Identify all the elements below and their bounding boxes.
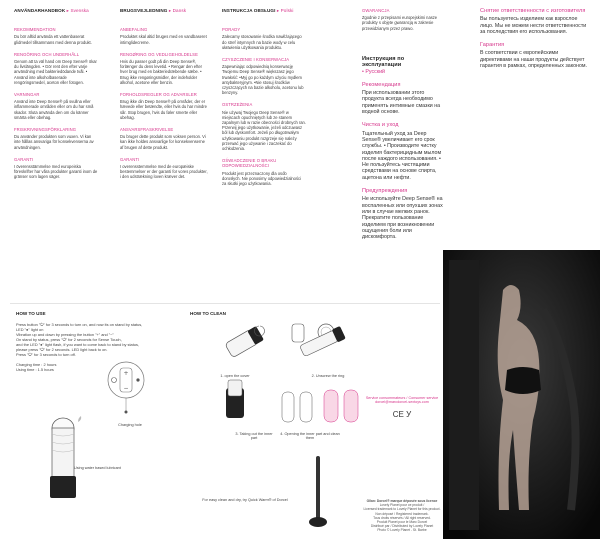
figure-garment: [505, 367, 541, 394]
heading: PORADY: [222, 27, 241, 33]
heading: Снятие ответственности с изготовителя: [480, 8, 586, 14]
heading: Гарантия: [480, 42, 505, 49]
paragraph: Тщательный уход за Deep Sense® увеличивает его срок службы. • Производите чистку изделия бактерицидным мылом после каждого использования. • Не пользуйтесь чистящими средствами на основе спирта, ацетона или нефти.: [362, 130, 442, 181]
clean-step-4-illustration: [278, 386, 368, 426]
lang-row: • Русский: [362, 68, 385, 75]
footer-line: Distribué par / Distributed by Lovely Planet: [370, 524, 434, 529]
using-time: Using time : 1.5 hours: [16, 367, 54, 372]
heading: RENGØRING OG VEDLIGEHOLDELSE: [120, 51, 198, 57]
paragraph: В соответствии с европейскими директивами на наши продукты действует гарантия в рамках, определенных законом.: [480, 50, 588, 70]
paragraph: Du bör alltid använda ett vattenbaserat glidmedel tillsammans med denna produkt.: [14, 34, 92, 45]
paragraph: Du använder produkten som vuxen. Vi kan inte hållas ansvariga för konsekvenserna av användningen.: [14, 134, 94, 150]
footer-line: Tous droits réservés / All right reserved.: [373, 515, 431, 520]
door-frame: [449, 260, 479, 530]
certification-marks: CE У: [392, 410, 412, 419]
paragraph: I överensstämmelse med europeiska föreskrifter har våra produkter garanti inom de gränser som lagen säger.: [14, 164, 98, 180]
paragraph: При использовании этого продукта всегда необходимо применять интимные смазки на водной основе.: [362, 90, 441, 116]
heading: GWARANCJA: [362, 8, 390, 13]
lubricant-label: Using water based lubricant: [74, 466, 121, 470]
dryer-base: [309, 517, 327, 527]
quick-warm-illustration: [308, 452, 328, 532]
column-swedish: [14, 8, 98, 183]
lang-label: Polski: [280, 8, 294, 13]
device-body: [300, 330, 340, 357]
service-info: [362, 396, 442, 404]
heading: Рекомендация: [362, 81, 401, 88]
instruction-line: and the LED "●" light flash, if you want to come back to stand by status,: [16, 342, 139, 347]
charging-hole-label: Charging hole: [118, 423, 142, 427]
footer-line: Lovely Planet pour ce produit /: [379, 503, 425, 508]
control-panel-illustration: [98, 350, 154, 420]
footer-line: Photo © Lovely Planet - St. Barbe: [377, 528, 427, 533]
heading: Чистка и уход: [362, 122, 399, 129]
device-shaft: [52, 428, 74, 478]
footer-line: Non déposé / Registered trademark.: [375, 511, 429, 516]
paragraph: Använd inte Deep Sense® på svullna eller inflammerade områden eller om du har små skador. Sluta använda den om du känner smärta eller obehag.: [14, 99, 94, 120]
clean-step-2-illustration: [292, 322, 362, 360]
heading: FRISKRIVNINGSFÖRKLARING: [14, 127, 77, 133]
device-illustration: [38, 410, 88, 505]
product-photo: [443, 250, 600, 539]
footer-line: Licensed trademark to Lovely Planet for this product.: [363, 507, 441, 512]
plus-icon: +: [123, 370, 129, 377]
divider: [10, 303, 440, 304]
heading: FORHOLDSREGLER OG ADVARSLER: [120, 92, 197, 98]
paragraph: Du bruger dette produkt som voksen person. Vi kan ikke holdes ansvarlige for konsekvenserne af brugen af dette produkt.: [120, 134, 206, 150]
heading: RENGÖRING OCH UNDERHÅLL: [14, 51, 80, 57]
clean-step-4-label: 4. Opening the inner part and clean them: [280, 432, 340, 440]
instruction-line: LED "●" light on: [16, 327, 44, 332]
service-line-1: Service consommateurs / Consumer service: [365, 396, 439, 400]
instruction-line: On stand by status, press "⏻" for 2 seconds for Sense Touch,: [16, 337, 122, 342]
inner-part-a: [282, 392, 294, 422]
inner-part: [228, 380, 242, 396]
lang-label: Dansk: [172, 8, 187, 13]
lang-label: Svenska: [70, 8, 89, 13]
section-title-polish: INSTRUKCJA OBSŁUGI ▸ Polski: [222, 8, 294, 13]
paragraph: Produkt jest przeznaczony dla osób dorosłych. Nie ponosimy odpowiedzialności za skutki jego użytkowania.: [222, 170, 301, 187]
paragraph: I overensstemmelse med de europæiske bestemmelser er der garanti for vores produkter, i den udstrækning loven kræver det.: [120, 164, 208, 180]
column-warranty-russian: [362, 8, 446, 34]
column-russian-continued: [480, 8, 588, 69]
section-title-russian: Инструкция по эксплуатации: [362, 56, 405, 69]
clean-step-1-illustration: [210, 320, 280, 370]
heading: CZYSZCZENIE I KONSERWACJA: [222, 57, 290, 63]
heading: Предупреждения: [362, 188, 408, 195]
paragraph: Hvis du passer godt på din Deep Sense®, forlænger du dens levetid. • Rengør den efter hver brug med en bakteriedræbende sæbe. • Brug ikke rengøringsmidler, der indeholder alkohol, acetone eller benzin.: [120, 59, 202, 85]
how-to-clean-title: HOW TO CLEAN: [190, 311, 226, 316]
heading: ANSVARSFRASKRIVELSE: [120, 127, 174, 133]
paragraph: Brug ikke din Deep Sense® på områder, der er hævede eller betændte, eller hvis du har mindre sår. Stop brugen, hvis du føler smerte eller ubehag.: [120, 99, 207, 120]
quick-warm-note: For easy clean and dry, try Quick Warm® of Dorcel: [202, 498, 288, 502]
section-title-danish: BRUGSVEJLEDNING ▸ Dansk: [120, 8, 187, 13]
heading: GARANTI: [120, 156, 140, 162]
heading: OŚWIADCZENIE O BRAKU ODPOWIEDZIALNOŚCI: [222, 158, 277, 169]
paragraph: Zalecamy stosowanie środka nawilżającego do stref intymnych na bazie wody w celu ułatwienia użytkowania produktu.: [222, 34, 302, 50]
dryer-rod: [316, 456, 320, 520]
footer-line: Ollan: Dorcel® marque déposée sous licence: [366, 499, 438, 503]
paragraph: Zgodnie z przepisami europejskimi nasze produkty s objęte gwarancją w zakresie przewidzianym przez prawo.: [362, 15, 438, 31]
paragraph: Genom att ta väl hand om Deep Sense® ökar du livslängden. • Gör rent den efter varje användning med bakteriedödande tvål. • Använd inte alkoholbaserade rengöringsmedel, aceton eller fotogen.: [14, 59, 97, 85]
heading: REKOMMENDATION: [14, 27, 56, 33]
paragraph: Zapewniając odpowiednią konserwację Twojemu Deep Sense® większasz jego trwałość: •Myj go po każdym użyciu mydłem antybakteryjnym. •Nie stosuj środków czyszczących na bazie alkoholu, acetonu lub benzyny.: [222, 64, 304, 96]
title-text: INSTRUKCJA OBSŁUGI: [222, 8, 276, 13]
instruction-line: Vibration up and down by pressing the button "+" and "−": [16, 332, 114, 337]
title-text: ANVÄNDARHANDBOK: [14, 8, 66, 13]
heading: OSTRZEŻENIA: [222, 102, 253, 108]
instruction-line: Press button "⏻" for 3 seconds to turn on, and now its on stand by status,: [16, 322, 143, 327]
heading: GARANTI: [14, 156, 34, 162]
column-danish: [120, 8, 208, 183]
sleeve-part-a: [324, 390, 338, 422]
paragraph: Produktet skal altid bruges med en vandbaseret intimglidecreme.: [120, 34, 207, 45]
clean-step-3-label: 3. Taking out the inner part: [235, 432, 273, 440]
paragraph: Вы пользуетесь изделием как взрослое лицо. Мы не можем нести ответственности за последствия его использования.: [480, 16, 587, 35]
column-russian: [362, 56, 444, 240]
sleeve-part-b: [344, 390, 358, 422]
device-base: [50, 476, 76, 498]
minus-icon: −: [123, 385, 129, 392]
instruction-line: please press "⏻" for 2 seconds. LED light back to on.: [16, 347, 108, 352]
section-title-swedish: ANVÄNDARHANDBOK ▸ Svenska: [14, 8, 89, 13]
inner-part-b: [300, 392, 312, 422]
charging-hole-icon: [125, 411, 128, 414]
lubricant-drop-icon: [78, 416, 81, 422]
column-polish: [222, 8, 306, 189]
title-text: BRUGSVEJLEDNING: [120, 8, 168, 13]
clean-step-1-label: 1. open the cover: [220, 374, 250, 378]
lang-label: Русский: [365, 68, 385, 75]
footer-line: Produit Planet pour le Marc Dorcel: [376, 520, 428, 525]
paragraph: Nie używaj Twojego Deep Sense® w miejscach opuchniętych lub ze stanem zapalnym lub w razie obecności drobnych ran. Przerwij jego użytkowanie, jeżeli odczuwasz ból lub dyskomfort. Jeżeli po długotrwałym użytkowaniu produkt rozgrzeje się należy przerwać jego używanie i zaczekać do ochłodzenia.: [222, 109, 306, 152]
how-to-use-title: HOW TO USE: [16, 311, 46, 316]
heading: VARNINGAR: [14, 92, 40, 98]
led-icon: [136, 378, 139, 381]
legal-footer: [360, 499, 444, 533]
service-email: dorcel@marcdorcel-sextoys.com: [375, 400, 429, 404]
paragraph: Не используйте Deep Sense® на воспаленных или опухших зонах или в случае мелких ранок. Прекратите пользование изделием при возникновении ощущения боли или дискомфорта.: [362, 196, 443, 241]
charging-time: Charging time : 2 hours: [16, 362, 57, 367]
instruction-line: Press "⏻" for 3 seconds to turn off.: [16, 352, 76, 357]
heading: ANBEFALING: [120, 27, 148, 33]
clean-step-2-label: 2. Unscrew the ring: [311, 374, 345, 378]
clean-step-3-illustration: [208, 378, 268, 426]
photo-silhouette: [443, 250, 600, 539]
